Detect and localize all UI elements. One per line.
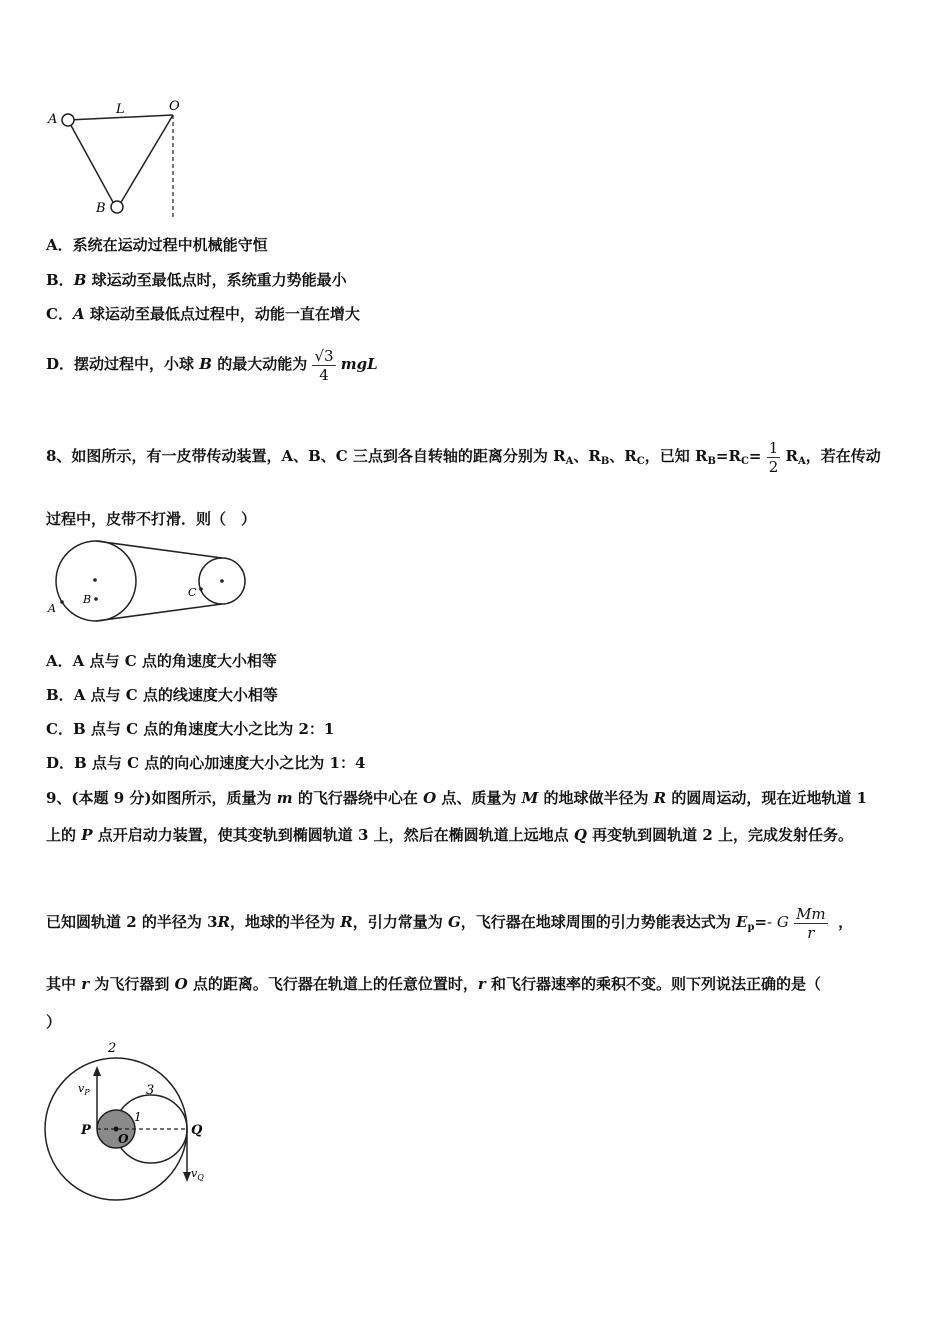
q8-text: 过程中，皮带不打滑．则（ ） (46, 510, 257, 528)
fraction-one-half (767, 439, 781, 476)
label-1: 1 (134, 1110, 142, 1124)
q9-stem-line2 (46, 825, 853, 845)
sub: A (797, 456, 806, 467)
var: r (81, 975, 90, 993)
var: E (736, 913, 748, 931)
option-letter: B． (46, 271, 74, 289)
q9-text: ，飞行器在地球周围的引力势能表达式为 (460, 913, 736, 931)
var: P (81, 826, 93, 844)
sub: B (600, 456, 610, 467)
point-B (94, 597, 98, 601)
option-letter: A． (46, 652, 73, 670)
arrow-vq-head (183, 1172, 191, 1182)
q8-text: ，若在传动 (805, 447, 881, 465)
label-A: A (48, 112, 58, 127)
rod-OB (120, 115, 173, 204)
var: r (477, 975, 486, 993)
q8-stem-line2 (46, 509, 256, 529)
q8-text: 、R (573, 447, 601, 465)
q7-option-d[interactable] (46, 340, 378, 388)
q8-text: ，已知 R (644, 447, 708, 465)
ball-A (62, 114, 74, 126)
option-text: 球运动至最低点时，系统重力势能最小 (91, 271, 347, 289)
label-3: 3 (146, 1083, 155, 1098)
q9-text: 上的 (46, 826, 82, 844)
frac-den: 2 (768, 457, 779, 476)
q7-option-c[interactable] (46, 304, 360, 324)
label-vq: $v_Q$ (191, 1167, 204, 1182)
option-letter: D． (46, 754, 75, 772)
option-text: 系统在运动过程中机械能守恒 (72, 236, 268, 254)
var: R (653, 789, 667, 807)
q8-option-b[interactable] (46, 685, 278, 705)
frac-den: 4 (312, 365, 335, 384)
sub: C (740, 456, 749, 467)
arrow-vp-head (93, 1066, 101, 1076)
q9-text: 的圆周运动，现在近地轨道 1 (666, 789, 868, 807)
sub: C (636, 456, 645, 467)
var: G (447, 913, 461, 931)
label-A: A (48, 602, 56, 615)
fraction-sqrt3-over-4 (312, 347, 335, 384)
option-var: B (199, 355, 212, 373)
option-tail: mgL (340, 355, 378, 373)
option-letter: B． (46, 686, 74, 704)
var: Q (573, 826, 587, 844)
label-vp: $v_P$ (78, 1082, 90, 1097)
q9-stem-line5 (46, 1012, 61, 1032)
q8-text: 、R (609, 447, 637, 465)
label-C: C (188, 586, 197, 599)
q9-text: 9、(本题 9 分)如图所示，质量为 (46, 789, 277, 807)
fraction-Mm-over-r (794, 905, 828, 942)
figure-belt-drive (44, 536, 254, 626)
q7-option-b[interactable] (46, 270, 347, 290)
var: R (340, 913, 353, 931)
option-text: 球运动至最低点过程中，动能一直在增大 (89, 305, 360, 323)
q8-option-a[interactable] (46, 651, 277, 671)
q8-text: R (785, 447, 798, 465)
label-B: B (83, 593, 92, 606)
var: O (174, 975, 188, 993)
q9-stem-line1 (46, 788, 867, 808)
frac-prefix: - G (767, 913, 789, 931)
q8-text: 8、如图所示，有一皮带传动装置，A、B、C 三点到各自转轴的距离分别为 R (46, 447, 566, 465)
q9-text: 其中 (46, 975, 82, 993)
center-small (220, 579, 224, 583)
point-A (60, 600, 64, 604)
var: m (276, 789, 293, 807)
var: O (423, 789, 437, 807)
label-O: O (169, 99, 180, 114)
q8-text: =R (715, 447, 741, 465)
q9-stem-line3 (46, 884, 853, 966)
q9-text: ） (46, 1013, 62, 1031)
point-C (199, 587, 203, 591)
q9-text: ，地球的半径为 (230, 913, 341, 931)
q9-text: 点、质量为 (436, 789, 522, 807)
q8-stem-line1 (46, 424, 881, 494)
figure-orbits (40, 1036, 230, 1206)
q9-text: 点开启动力装置，使其变轨到椭圆轨道 3 上，然后在椭圆轨道上远地点 (92, 826, 574, 844)
label-2: 2 (108, 1041, 117, 1056)
q9-stem-line4 (46, 974, 821, 994)
ball-B (111, 201, 123, 213)
q8-option-c[interactable] (46, 719, 334, 739)
option-letter: D． (46, 355, 75, 373)
option-text: B 点与 C 点的角速度大小之比为 2：1 (72, 720, 335, 738)
q9-text: 点的距离。飞行器在轨道上的任意位置时， (187, 975, 478, 993)
frac-num: √3 (314, 346, 334, 365)
frac-num: Mm (796, 904, 826, 923)
q9-text: 的飞行器绕中心在 (292, 789, 424, 807)
figure-pendulum (40, 96, 200, 226)
q9-text: 已知圆轨道 2 的半径为 3 (46, 913, 218, 931)
sub: A (565, 456, 574, 467)
label-L: L (116, 102, 125, 117)
q9-text: 为飞行器到 (89, 975, 175, 993)
label-B: B (96, 201, 106, 216)
option-letter: C． (46, 720, 73, 738)
option-text: 的最大动能为 (217, 355, 308, 373)
q9-text: ，引力常量为 (352, 913, 448, 931)
q9-text: 的地球做半径为 (538, 789, 654, 807)
option-text: 摆动过程中，小球 (74, 355, 195, 373)
label-O: O (118, 1132, 129, 1146)
option-text: A 点与 C 点的线速度大小相等 (73, 686, 278, 704)
q8-option-d[interactable] (46, 753, 365, 773)
label-Q: Q (191, 1123, 203, 1138)
q7-option-a[interactable] (46, 235, 268, 255)
frac-num: 1 (768, 438, 779, 457)
sub: B (707, 456, 716, 467)
option-text: A 点与 C 点的角速度大小相等 (72, 652, 277, 670)
option-var: B (73, 271, 87, 289)
option-letter: A． (46, 236, 73, 254)
q9-text: = (754, 913, 768, 931)
sub: p (747, 922, 755, 933)
rod-AB (68, 120, 114, 204)
center-large (93, 578, 97, 582)
q9-text: ， (838, 913, 854, 931)
var: M (521, 789, 539, 807)
option-text: B 点与 C 点的向心加速度大小之比为 1：4 (74, 754, 366, 772)
option-var: A (72, 305, 85, 323)
frac-den: r (794, 923, 828, 942)
q9-text: 再变轨到圆轨道 2 上，完成发射任务。 (586, 826, 854, 844)
var: R (217, 913, 231, 931)
q8-text: = (748, 447, 762, 465)
label-P: P (81, 1123, 91, 1138)
option-letter: C． (46, 305, 73, 323)
q9-text: 和飞行器速率的乘积不变。则下列说法正确的是（ (485, 975, 822, 993)
